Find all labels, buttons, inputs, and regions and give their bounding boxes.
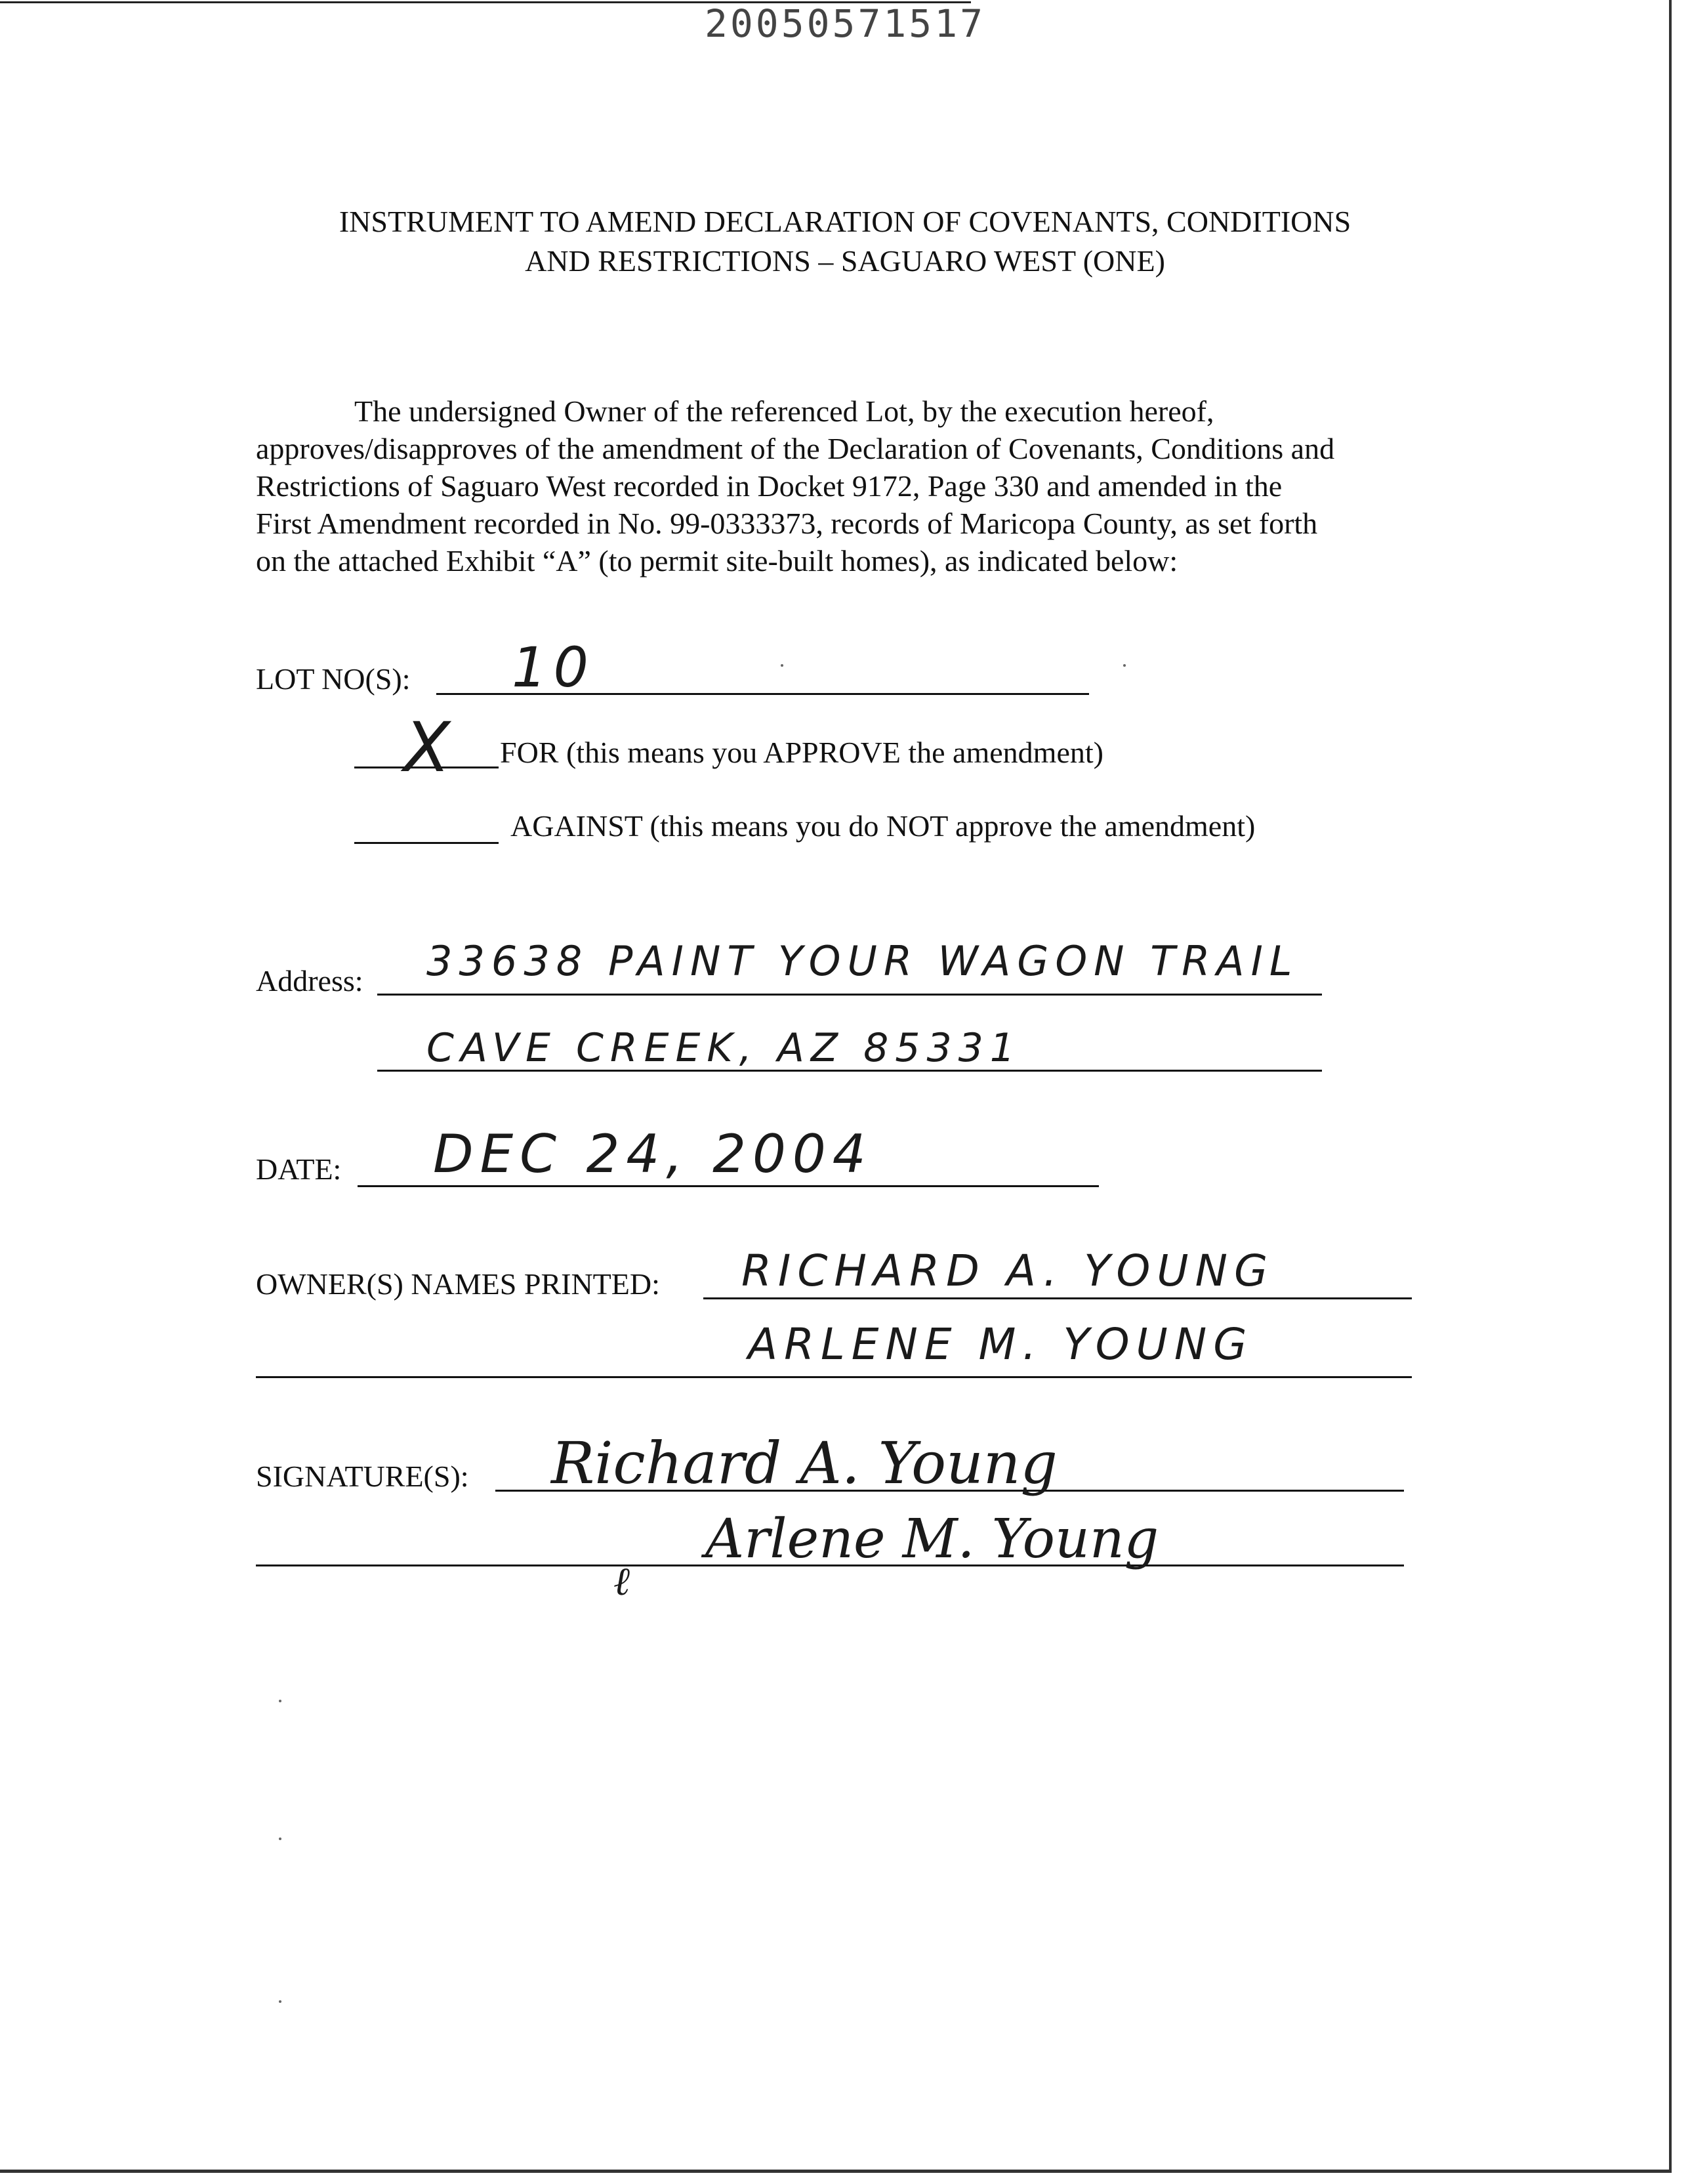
scan-speck — [279, 1838, 281, 1840]
scan-speck — [1123, 664, 1126, 667]
scan-speck — [279, 1700, 281, 1702]
date-value[interactable]: DEC 24, 2004 — [433, 1124, 873, 1185]
signature-2[interactable]: Arlene M. Young — [705, 1508, 1159, 1570]
lot-label: LOT NO(S): — [256, 662, 411, 696]
body-paragraph — [256, 392, 1437, 579]
title-line-2: AND RESTRICTIONS – SAGUARO WEST (ONE) — [525, 244, 1165, 278]
owner-name-2-rule — [256, 1376, 1412, 1378]
owner-name-1-rule — [703, 1297, 1412, 1299]
stray-ink-mark: ℓ — [613, 1559, 630, 1605]
for-mark[interactable]: X — [403, 707, 451, 788]
against-label: AGAINST (this means you do NOT approve the amendment) — [510, 809, 1256, 843]
body-line: The undersigned Owner of the referenced Lot, by the execution hereof, — [354, 394, 1214, 428]
date-label: DATE: — [256, 1152, 342, 1186]
owners-label: OWNER(S) NAMES PRINTED: — [256, 1267, 660, 1301]
scan-speck — [279, 2000, 281, 2003]
body-line: First Amendment recorded in No. 99-0333373, records of Maricopa County, as set forth — [256, 507, 1318, 540]
lot-value[interactable]: 10 — [512, 635, 595, 700]
address-line-1-rule — [377, 994, 1322, 996]
owner-name-1[interactable]: RICHARD A. YOUNG — [741, 1246, 1275, 1296]
address-line-1[interactable]: 33638 PAINT YOUR WAGON TRAIL — [426, 937, 1299, 985]
title-line-1: INSTRUMENT TO AMEND DECLARATION OF COVENANTS, CONDITIONS — [339, 205, 1351, 238]
body-line: Restrictions of Saguaro West recorded in Docket 9172, Page 330 and amended in the — [256, 469, 1283, 503]
body-line: on the attached Exhibit “A” (to permit site-built homes), as indicated below: — [256, 544, 1178, 578]
document-number: 20050571517 — [704, 1, 986, 46]
for-label: FOR (this means you APPROVE the amendment) — [500, 736, 1103, 769]
scan-speck — [781, 664, 783, 667]
signatures-label: SIGNATURE(S): — [256, 1460, 469, 1493]
against-mark-line — [354, 842, 499, 844]
scan-edge-bottom — [0, 2170, 1672, 2173]
scan-edge-right — [1669, 0, 1672, 2172]
signature-1[interactable]: Richard A. Young — [551, 1429, 1058, 1497]
date-field-line — [358, 1185, 1099, 1187]
address-label: Address: — [256, 964, 363, 998]
address-line-2[interactable]: CAVE CREEK, AZ 85331 — [426, 1025, 1021, 1071]
body-line: approves/disapproves of the amendment of the Declaration of Covenants, Conditions and — [256, 432, 1335, 465]
owner-name-2[interactable]: ARLENE M. YOUNG — [748, 1319, 1254, 1370]
document-title — [197, 202, 1493, 281]
